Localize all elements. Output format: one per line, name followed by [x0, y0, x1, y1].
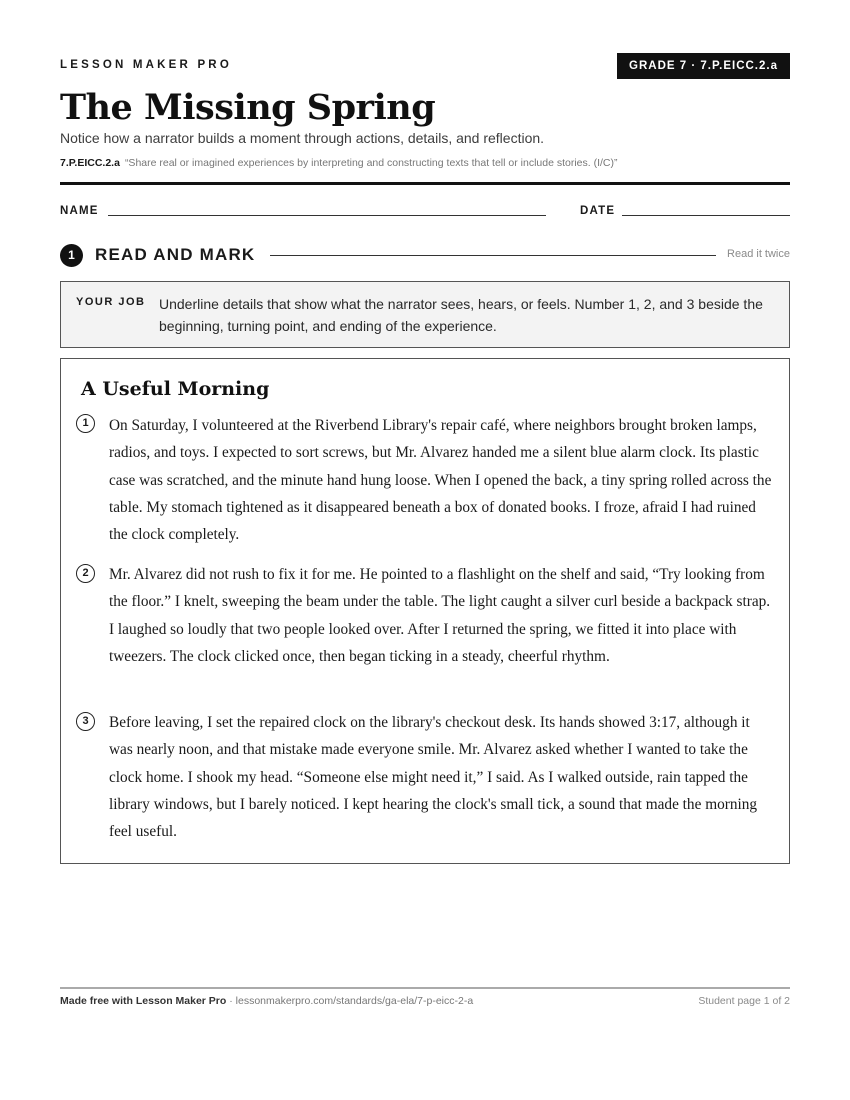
story-title: A Useful Morning	[81, 378, 270, 400]
section-hint: Read it twice	[727, 248, 790, 260]
standard-text: “Share real or imagined experiences by interpreting and constructing texts that tell or include stories. (I/C)”	[124, 157, 618, 169]
worksheet-page	[60, 0, 790, 1100]
footer-separator: ·	[226, 995, 236, 1007]
footer-made-with: Made free with Lesson Maker Pro	[60, 995, 227, 1007]
story-paragraph-3: Before leaving, I set the repaired clock on the library's checkout desk. Its hands showed 3:17, although it was nearly noon, and that mistake made everyone smile. Mr. Alvarez asked whether I wanted to take the clock home. I shook my head. “Someone else might need it,” I said. As I walked outside, rain tapped the library windows, but I barely noticed. I kept hearing the clock's small tick, a sound that made the morning feel useful.	[109, 714, 758, 841]
footer-divider	[60, 987, 790, 989]
paragraph-number-3: 3	[76, 712, 95, 731]
page-title: The Missing Spring	[60, 87, 436, 128]
page-subtitle: Notice how a narrator builds a moment through actions, details, and reflection.	[60, 130, 545, 146]
your-job-text: Underline details that show what the narrator sees, hears, or feels. Number 1, 2, and 3 beside the beginning, turning point, and ending of the experience.	[159, 296, 763, 334]
standard-line	[60, 157, 618, 169]
grade-badge: GRADE 7 · 7.P.EICC.2.a	[617, 53, 790, 79]
page-indicator: Student page 1 of 2	[698, 995, 790, 1007]
date-field[interactable]	[622, 215, 790, 216]
section-number-badge: 1	[60, 244, 83, 267]
your-job-box	[60, 281, 790, 348]
name-label: NAME	[60, 205, 99, 217]
name-field[interactable]	[108, 215, 546, 216]
story-paragraph-1: On Saturday, I volunteered at the Riverbend Library's repair café, where neighbors brought broken lamps, radios, and toys. I expected to sort screws, but Mr. Alvarez handed me a silent blue alarm clock. Its plastic case was scratched, and the minute hand hung loose. When I opened the back, a tiny spring rolled across the table. My stomach tightened as it disappeared beneath a box of donated books. I froze, afraid I had ruined the clock completely.	[109, 417, 772, 544]
paragraph-number-1: 1	[76, 414, 95, 433]
date-label: DATE	[580, 205, 616, 217]
story-passage	[60, 358, 790, 864]
section-title: READ AND MARK	[95, 245, 256, 264]
brand-name: LESSON MAKER PRO	[60, 59, 232, 71]
your-job-label: YOUR JOB	[76, 296, 146, 308]
footer-url[interactable]: lessonmakerpro.com/standards/ga-ela/7-p-eicc-2-a	[235, 995, 474, 1007]
section-divider	[270, 255, 716, 256]
standard-code: 7.P.EICC.2.a	[60, 157, 120, 169]
paragraph-number-2: 2	[76, 564, 95, 583]
footer-credit	[60, 995, 473, 1007]
story-paragraph-2: Mr. Alvarez did not rush to fix it for me. He pointed to a flashlight on the shelf and said, “Try looking from the floor.” I knelt, sweeping the beam under the table. The light caught a silver curl beside a backpack strap. I laughed so loudly that two people looked over. After I returned the spring, we fitted it into place with tweezers. The clock clicked once, then began ticking in a steady, cheerful rhythm.	[109, 566, 771, 665]
header-divider	[60, 182, 790, 185]
